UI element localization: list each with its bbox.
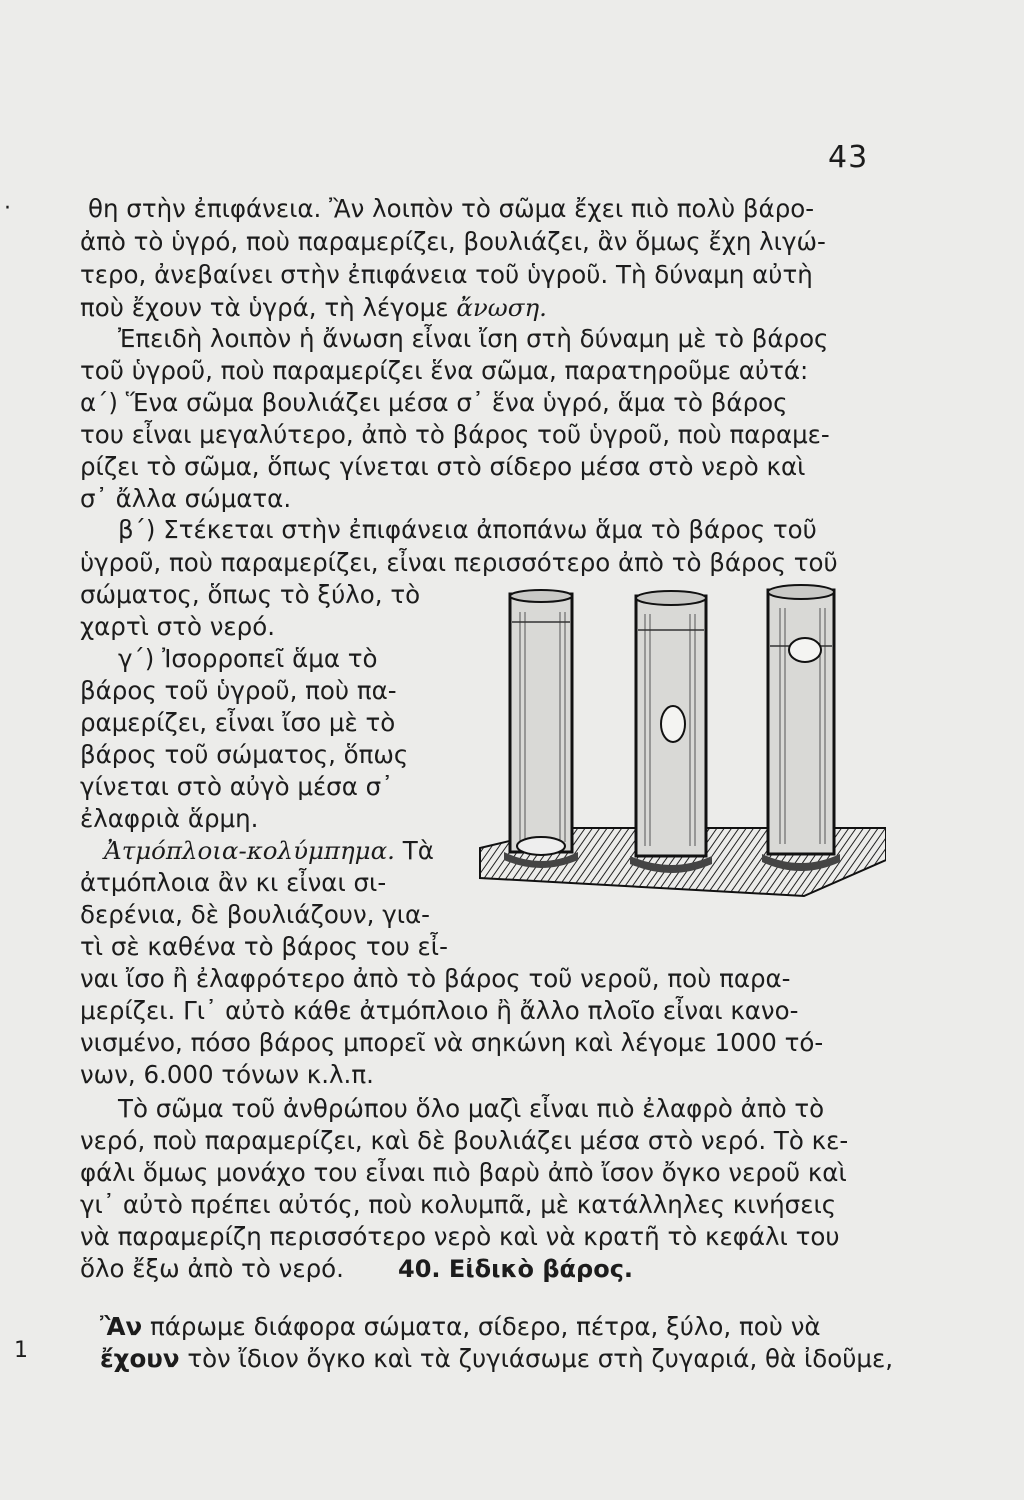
- term-anosi: ἄνωση.: [456, 293, 547, 322]
- sunk-object: [517, 837, 565, 855]
- text-line: μερίζει. Γι᾽ αὐτὸ κάθε ἀτμόπλοιο ἢ ἄλλο πλοῖο εἶναι κανο-: [80, 996, 799, 1025]
- cylinder-surface-object: [762, 585, 840, 871]
- text-line: α΄) Ἕνα σῶμα βουλιάζει μέσα σ᾽ ἕνα ὑγρό, ἅμα τὸ βάρος: [80, 388, 788, 417]
- text-line: ὅλο ἔξω ἀπὸ τὸ νερό.: [80, 1254, 344, 1283]
- text-line: [100, 1344, 893, 1374]
- text-line: [80, 293, 547, 323]
- text-line: δερένια, δὲ βουλιάζουν, για-: [80, 900, 431, 929]
- text-line: νων, 6.000 τόνων κ.λ.π.: [80, 1060, 374, 1089]
- text-line: ὑγροῦ, ποὺ παραμερίζει, εἶναι περισσότερο ἀπὸ τὸ βάρος τοῦ: [80, 548, 838, 577]
- text-line: σ᾽ ἄλλα σώματα.: [80, 484, 292, 513]
- egg: [661, 706, 685, 742]
- text-line: γ΄) Ἰσορροπεῖ ἅμα τὸ: [118, 644, 378, 673]
- margin-mark: 1: [14, 1338, 28, 1363]
- text-line: νισμένο, πόσο βάρος μπορεῖ νὰ σηκώνη καὶ λέγομε 1000 τό-: [80, 1028, 824, 1057]
- text-line: σώματος, ὅπως τὸ ξύλο, τὸ: [80, 580, 421, 609]
- cylinder-sunk-object: [504, 590, 578, 868]
- text-line: τοῦ ὑγροῦ, ποὺ παραμερίζει ἕνα σῶμα, παρατηροῦμε αὐτά:: [80, 356, 809, 385]
- cylinder-floating-egg: [630, 591, 712, 873]
- bold-word: Ἂν: [100, 1312, 143, 1341]
- text-fragment: πάρωμε διάφορα σώματα, σίδερο,: [142, 1312, 577, 1341]
- term-atmoploia: Ἀτμόπλοια-κολύμπημα.: [104, 836, 395, 865]
- text-line: βάρος τοῦ σώματος, ὅπως: [80, 740, 409, 769]
- bold-word: ἔχουν: [100, 1344, 180, 1373]
- text-line: χαρτὶ στὸ νερό.: [80, 612, 275, 641]
- text-line: ρίζει τὸ σῶμα, ὅπως γίνεται στὸ σίδερο μέσα στὸ νερὸ καὶ: [80, 452, 806, 481]
- text-line: ἀτμόπλοια ἂν κι εἶναι σι-: [80, 868, 387, 897]
- text-fragment: Τὰ: [402, 836, 434, 865]
- text-line: νὰ παραμερίζη περισσότερο νερὸ καὶ νὰ κρατῆ τὸ κεφάλι του: [80, 1222, 840, 1251]
- text-line: θη στὴν ἐπιφάνεια. Ἂν λοιπὸν τὸ σῶμα ἔχει πιὸ πολὺ βάρο-: [88, 194, 815, 223]
- text-line: φάλι ὅμως μονάχο του εἶναι πιὸ βαρὺ ἀπὸ ἴσον ὄγκο νεροῦ καὶ: [80, 1158, 847, 1187]
- text-line: β΄) Στέκεται στὴν ἐπιφάνεια ἀποπάνω ἅμα τὸ βάρος τοῦ: [118, 515, 817, 544]
- floating-object: [789, 638, 821, 662]
- text-line: [100, 1312, 821, 1342]
- text-line: νερό, ποὺ παραμερίζει, καὶ δὲ βουλιάζει μέσα στὸ νερό. Τὸ κε-: [80, 1126, 849, 1155]
- text-line: Ἐπειδὴ λοιπὸν ἡ ἄνωση εἶναι ἴση στὴ δύναμη μὲ τὸ βάρος: [118, 324, 829, 353]
- cylinders-illustration: [474, 578, 886, 906]
- text-line: βάρος τοῦ ὑγροῦ, ποὺ πα-: [80, 676, 397, 705]
- text-line: ναι ἴσο ἢ ἐλαφρότερο ἀπὸ τὸ βάρος τοῦ νεροῦ, ποὺ παρα-: [80, 964, 791, 993]
- page-number: 43: [828, 140, 869, 175]
- text-line: τὶ σὲ καθένα τὸ βάρος του εἶ-: [80, 932, 448, 961]
- text-fragment: ποὺ ἔχουν τὰ ὑγρά, τὴ λέγομε: [80, 293, 449, 322]
- text-line: ἀπὸ τὸ ὑγρό, ποὺ παραμερίζει, βουλιάζει, ἂν ὅμως ἔχη λιγώ-: [80, 227, 826, 256]
- margin-mark: ·: [4, 196, 11, 221]
- text-line: [104, 836, 434, 866]
- text-line: ραμερίζει, εἶναι ἴσο μὲ τὸ: [80, 708, 396, 737]
- section-heading: 40. Εἰδικὸ βάρος.: [398, 1255, 634, 1283]
- text-line: ἐλαφριὰ ἅρμη.: [80, 804, 259, 833]
- text-line: γίνεται στὸ αὐγὸ μέσα σ᾽: [80, 772, 394, 801]
- text-line: του εἶναι μεγαλύτερο, ἀπὸ τὸ βάρος τοῦ ὑγροῦ, ποὺ παραμε-: [80, 420, 830, 449]
- text-line: γι᾽ αὐτὸ πρέπει αὐτός, ποὺ κολυμπᾶ, μὲ κατάλληλες κινήσεις: [80, 1190, 837, 1219]
- text-fragment: πέτρα, ξύλο, ποὺ νὰ: [576, 1312, 821, 1341]
- text-line: τερο, ἀνεβαίνει στὴν ἐπιφάνεια τοῦ ὑγροῦ. Τὴ δύναμη αὐτὴ: [80, 260, 813, 289]
- text-line: Τὸ σῶμα τοῦ ἀνθρώπου ὅλο μαζὶ εἶναι πιὸ ἐλαφρὸ ἀπὸ τὸ: [118, 1094, 825, 1123]
- text-fragment: τὸν ἴδιον ὄγκο καὶ τὰ ζυγιάσωμε στὴ ζυγαριά, θὰ ἰδοῦμε,: [187, 1344, 894, 1373]
